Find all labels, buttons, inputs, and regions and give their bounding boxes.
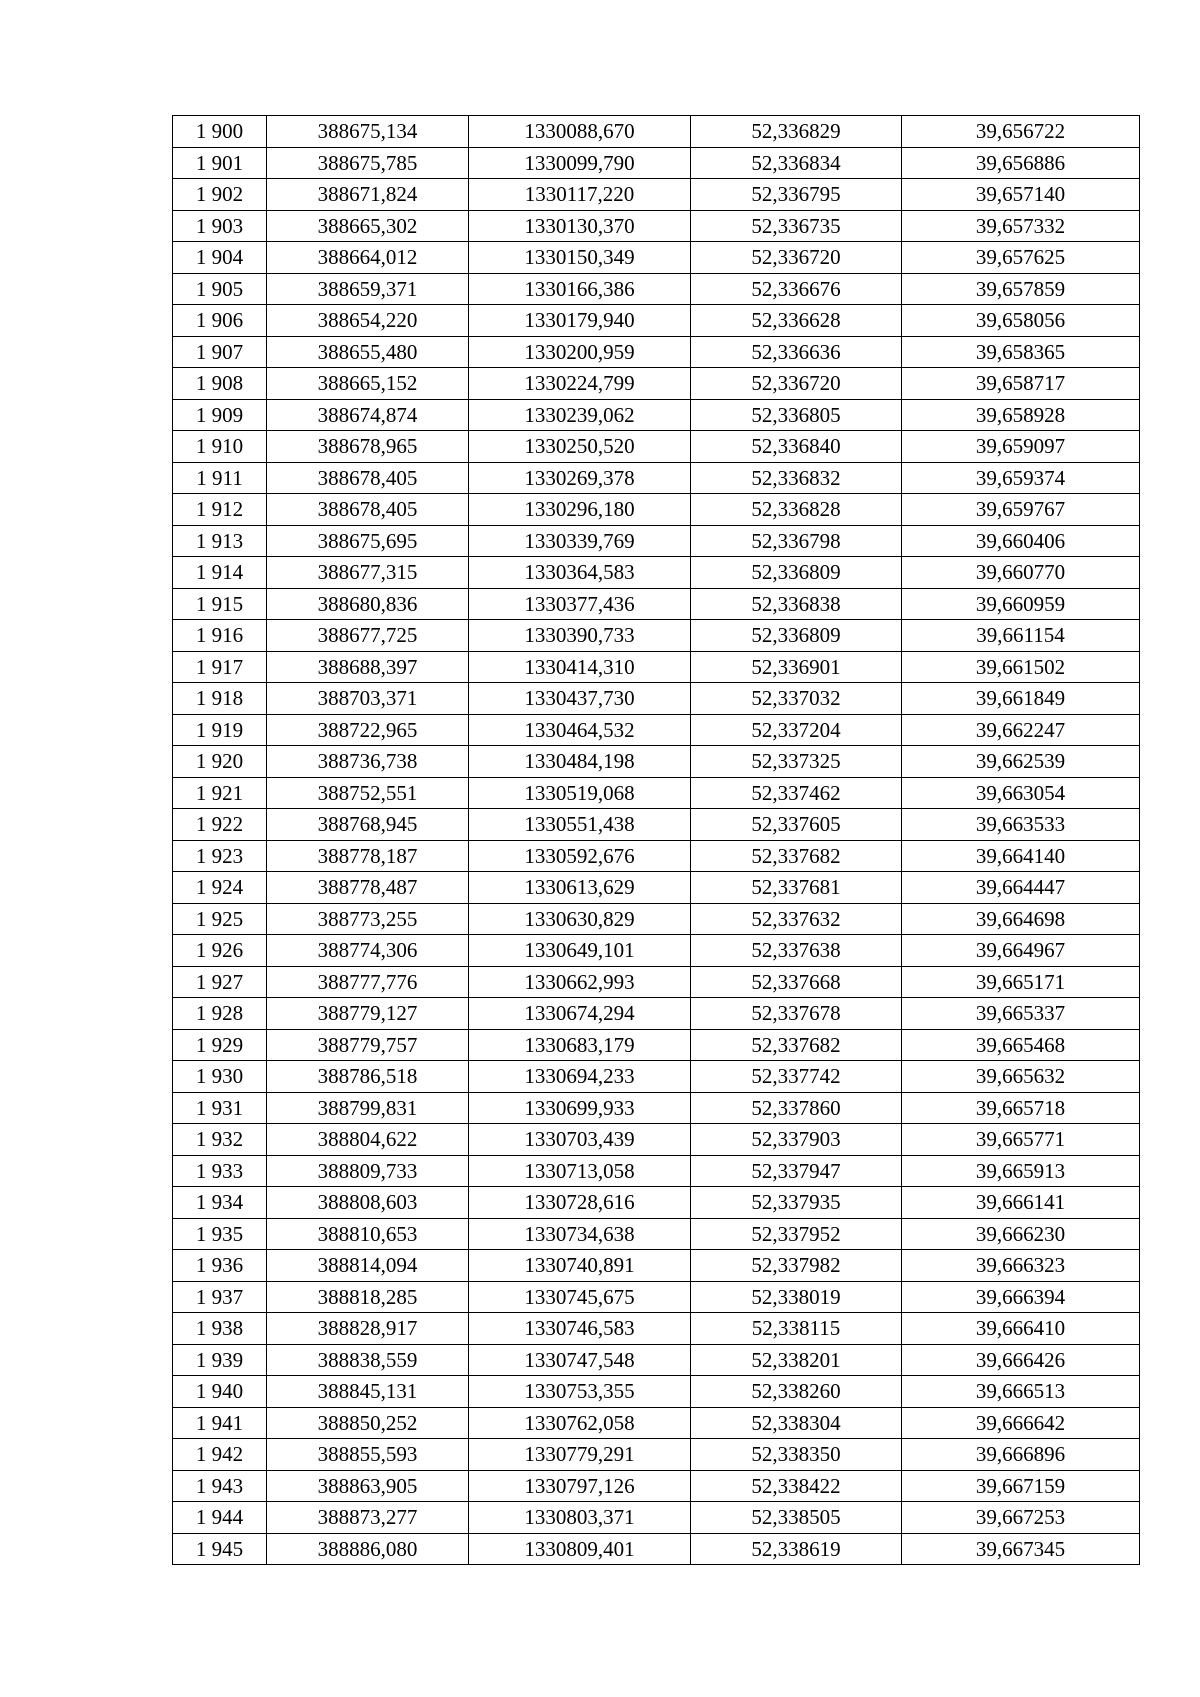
latitude-cell: 52,338350 xyxy=(691,1439,902,1471)
y-coordinate-cell: 1330484,198 xyxy=(469,746,691,778)
x-coordinate-cell: 388678,405 xyxy=(267,494,469,526)
y-coordinate-cell: 1330224,799 xyxy=(469,368,691,400)
longitude-cell: 39,658717 xyxy=(902,368,1140,400)
table-row xyxy=(173,620,1140,652)
point-number-cell: 1 913 xyxy=(173,525,267,557)
table-row xyxy=(173,935,1140,967)
table-row xyxy=(173,305,1140,337)
latitude-cell: 52,338304 xyxy=(691,1407,902,1439)
x-coordinate-cell: 388773,255 xyxy=(267,903,469,935)
longitude-cell: 39,664698 xyxy=(902,903,1140,935)
point-number-cell: 1 921 xyxy=(173,777,267,809)
x-coordinate-cell: 388688,397 xyxy=(267,651,469,683)
table-row xyxy=(173,1061,1140,1093)
latitude-cell: 52,336805 xyxy=(691,399,902,431)
latitude-cell: 52,337742 xyxy=(691,1061,902,1093)
point-number-cell: 1 928 xyxy=(173,998,267,1030)
point-number-cell: 1 927 xyxy=(173,966,267,998)
x-coordinate-cell: 388664,012 xyxy=(267,242,469,274)
x-coordinate-cell: 388677,315 xyxy=(267,557,469,589)
y-coordinate-cell: 1330296,180 xyxy=(469,494,691,526)
longitude-cell: 39,661502 xyxy=(902,651,1140,683)
x-coordinate-cell: 388655,480 xyxy=(267,336,469,368)
point-number-cell: 1 920 xyxy=(173,746,267,778)
longitude-cell: 39,665171 xyxy=(902,966,1140,998)
longitude-cell: 39,657140 xyxy=(902,179,1140,211)
x-coordinate-cell: 388845,131 xyxy=(267,1376,469,1408)
y-coordinate-cell: 1330099,790 xyxy=(469,147,691,179)
y-coordinate-cell: 1330179,940 xyxy=(469,305,691,337)
table-row xyxy=(173,431,1140,463)
longitude-cell: 39,656886 xyxy=(902,147,1140,179)
table-row xyxy=(173,147,1140,179)
x-coordinate-cell: 388768,945 xyxy=(267,809,469,841)
point-number-cell: 1 944 xyxy=(173,1502,267,1534)
longitude-cell: 39,656722 xyxy=(902,116,1140,148)
point-number-cell: 1 938 xyxy=(173,1313,267,1345)
table-row xyxy=(173,683,1140,715)
point-number-cell: 1 945 xyxy=(173,1533,267,1565)
table-row xyxy=(173,840,1140,872)
y-coordinate-cell: 1330753,355 xyxy=(469,1376,691,1408)
table-row xyxy=(173,336,1140,368)
point-number-cell: 1 924 xyxy=(173,872,267,904)
point-number-cell: 1 935 xyxy=(173,1218,267,1250)
y-coordinate-cell: 1330703,439 xyxy=(469,1124,691,1156)
table-row xyxy=(173,179,1140,211)
table-row xyxy=(173,525,1140,557)
x-coordinate-cell: 388752,551 xyxy=(267,777,469,809)
x-coordinate-cell: 388850,252 xyxy=(267,1407,469,1439)
x-coordinate-cell: 388675,695 xyxy=(267,525,469,557)
longitude-cell: 39,667159 xyxy=(902,1470,1140,1502)
point-number-cell: 1 943 xyxy=(173,1470,267,1502)
y-coordinate-cell: 1330674,294 xyxy=(469,998,691,1030)
y-coordinate-cell: 1330630,829 xyxy=(469,903,691,935)
table-row xyxy=(173,557,1140,589)
y-coordinate-cell: 1330390,733 xyxy=(469,620,691,652)
y-coordinate-cell: 1330088,670 xyxy=(469,116,691,148)
longitude-cell: 39,659374 xyxy=(902,462,1140,494)
longitude-cell: 39,659767 xyxy=(902,494,1140,526)
y-coordinate-cell: 1330166,386 xyxy=(469,273,691,305)
y-coordinate-cell: 1330779,291 xyxy=(469,1439,691,1471)
point-number-cell: 1 912 xyxy=(173,494,267,526)
latitude-cell: 52,337903 xyxy=(691,1124,902,1156)
table-row xyxy=(173,1439,1140,1471)
point-number-cell: 1 931 xyxy=(173,1092,267,1124)
y-coordinate-cell: 1330551,438 xyxy=(469,809,691,841)
point-number-cell: 1 926 xyxy=(173,935,267,967)
table-row xyxy=(173,1533,1140,1565)
y-coordinate-cell: 1330239,062 xyxy=(469,399,691,431)
longitude-cell: 39,660770 xyxy=(902,557,1140,589)
x-coordinate-cell: 388814,094 xyxy=(267,1250,469,1282)
latitude-cell: 52,338201 xyxy=(691,1344,902,1376)
longitude-cell: 39,665718 xyxy=(902,1092,1140,1124)
latitude-cell: 52,336829 xyxy=(691,116,902,148)
point-number-cell: 1 940 xyxy=(173,1376,267,1408)
latitude-cell: 52,336798 xyxy=(691,525,902,557)
table-row xyxy=(173,1187,1140,1219)
latitude-cell: 52,336720 xyxy=(691,242,902,274)
x-coordinate-cell: 388786,518 xyxy=(267,1061,469,1093)
latitude-cell: 52,337681 xyxy=(691,872,902,904)
x-coordinate-cell: 388779,127 xyxy=(267,998,469,1030)
longitude-cell: 39,659097 xyxy=(902,431,1140,463)
x-coordinate-cell: 388799,831 xyxy=(267,1092,469,1124)
y-coordinate-cell: 1330339,769 xyxy=(469,525,691,557)
x-coordinate-cell: 388665,152 xyxy=(267,368,469,400)
latitude-cell: 52,337952 xyxy=(691,1218,902,1250)
y-coordinate-cell: 1330364,583 xyxy=(469,557,691,589)
longitude-cell: 39,664447 xyxy=(902,872,1140,904)
longitude-cell: 39,661849 xyxy=(902,683,1140,715)
latitude-cell: 52,337935 xyxy=(691,1187,902,1219)
point-number-cell: 1 929 xyxy=(173,1029,267,1061)
latitude-cell: 52,336636 xyxy=(691,336,902,368)
latitude-cell: 52,336834 xyxy=(691,147,902,179)
longitude-cell: 39,662247 xyxy=(902,714,1140,746)
y-coordinate-cell: 1330377,436 xyxy=(469,588,691,620)
x-coordinate-cell: 388736,738 xyxy=(267,746,469,778)
latitude-cell: 52,338505 xyxy=(691,1502,902,1534)
point-number-cell: 1 909 xyxy=(173,399,267,431)
x-coordinate-cell: 388674,874 xyxy=(267,399,469,431)
table-row xyxy=(173,1029,1140,1061)
latitude-cell: 52,336840 xyxy=(691,431,902,463)
longitude-cell: 39,665632 xyxy=(902,1061,1140,1093)
y-coordinate-cell: 1330797,126 xyxy=(469,1470,691,1502)
x-coordinate-cell: 388808,603 xyxy=(267,1187,469,1219)
point-number-cell: 1 903 xyxy=(173,210,267,242)
latitude-cell: 52,338260 xyxy=(691,1376,902,1408)
coordinates-table-body xyxy=(173,116,1140,1565)
x-coordinate-cell: 388863,905 xyxy=(267,1470,469,1502)
latitude-cell: 52,337678 xyxy=(691,998,902,1030)
x-coordinate-cell: 388779,757 xyxy=(267,1029,469,1061)
table-row xyxy=(173,651,1140,683)
point-number-cell: 1 939 xyxy=(173,1344,267,1376)
y-coordinate-cell: 1330734,638 xyxy=(469,1218,691,1250)
x-coordinate-cell: 388778,187 xyxy=(267,840,469,872)
longitude-cell: 39,657332 xyxy=(902,210,1140,242)
point-number-cell: 1 918 xyxy=(173,683,267,715)
point-number-cell: 1 922 xyxy=(173,809,267,841)
y-coordinate-cell: 1330649,101 xyxy=(469,935,691,967)
longitude-cell: 39,661154 xyxy=(902,620,1140,652)
longitude-cell: 39,666394 xyxy=(902,1281,1140,1313)
y-coordinate-cell: 1330592,676 xyxy=(469,840,691,872)
longitude-cell: 39,666896 xyxy=(902,1439,1140,1471)
x-coordinate-cell: 388809,733 xyxy=(267,1155,469,1187)
table-row xyxy=(173,809,1140,841)
table-row xyxy=(173,777,1140,809)
table-row xyxy=(173,872,1140,904)
x-coordinate-cell: 388703,371 xyxy=(267,683,469,715)
longitude-cell: 39,664140 xyxy=(902,840,1140,872)
y-coordinate-cell: 1330745,675 xyxy=(469,1281,691,1313)
latitude-cell: 52,337668 xyxy=(691,966,902,998)
longitude-cell: 39,665337 xyxy=(902,998,1140,1030)
longitude-cell: 39,658056 xyxy=(902,305,1140,337)
table-row xyxy=(173,399,1140,431)
longitude-cell: 39,666513 xyxy=(902,1376,1140,1408)
latitude-cell: 52,336720 xyxy=(691,368,902,400)
y-coordinate-cell: 1330150,349 xyxy=(469,242,691,274)
point-number-cell: 1 902 xyxy=(173,179,267,211)
point-number-cell: 1 914 xyxy=(173,557,267,589)
latitude-cell: 52,336828 xyxy=(691,494,902,526)
point-number-cell: 1 925 xyxy=(173,903,267,935)
table-row xyxy=(173,1502,1140,1534)
latitude-cell: 52,337462 xyxy=(691,777,902,809)
y-coordinate-cell: 1330519,068 xyxy=(469,777,691,809)
latitude-cell: 52,336901 xyxy=(691,651,902,683)
x-coordinate-cell: 388659,371 xyxy=(267,273,469,305)
y-coordinate-cell: 1330464,532 xyxy=(469,714,691,746)
point-number-cell: 1 901 xyxy=(173,147,267,179)
x-coordinate-cell: 388675,134 xyxy=(267,116,469,148)
latitude-cell: 52,336809 xyxy=(691,557,902,589)
y-coordinate-cell: 1330746,583 xyxy=(469,1313,691,1345)
latitude-cell: 52,338019 xyxy=(691,1281,902,1313)
latitude-cell: 52,336838 xyxy=(691,588,902,620)
latitude-cell: 52,337325 xyxy=(691,746,902,778)
point-number-cell: 1 907 xyxy=(173,336,267,368)
y-coordinate-cell: 1330130,370 xyxy=(469,210,691,242)
longitude-cell: 39,665468 xyxy=(902,1029,1140,1061)
point-number-cell: 1 937 xyxy=(173,1281,267,1313)
latitude-cell: 52,338619 xyxy=(691,1533,902,1565)
point-number-cell: 1 906 xyxy=(173,305,267,337)
longitude-cell: 39,665771 xyxy=(902,1124,1140,1156)
latitude-cell: 52,337682 xyxy=(691,1029,902,1061)
point-number-cell: 1 917 xyxy=(173,651,267,683)
x-coordinate-cell: 388818,285 xyxy=(267,1281,469,1313)
x-coordinate-cell: 388828,917 xyxy=(267,1313,469,1345)
table-row xyxy=(173,1092,1140,1124)
table-row xyxy=(173,1281,1140,1313)
point-number-cell: 1 919 xyxy=(173,714,267,746)
longitude-cell: 39,660959 xyxy=(902,588,1140,620)
y-coordinate-cell: 1330269,378 xyxy=(469,462,691,494)
latitude-cell: 52,337638 xyxy=(691,935,902,967)
table-row xyxy=(173,746,1140,778)
latitude-cell: 52,336628 xyxy=(691,305,902,337)
latitude-cell: 52,336795 xyxy=(691,179,902,211)
table-row xyxy=(173,1376,1140,1408)
y-coordinate-cell: 1330117,220 xyxy=(469,179,691,211)
table-row xyxy=(173,494,1140,526)
point-number-cell: 1 930 xyxy=(173,1061,267,1093)
point-number-cell: 1 934 xyxy=(173,1187,267,1219)
longitude-cell: 39,666426 xyxy=(902,1344,1140,1376)
table-row xyxy=(173,998,1140,1030)
coordinates-table xyxy=(172,115,1140,1565)
latitude-cell: 52,337682 xyxy=(691,840,902,872)
latitude-cell: 52,337860 xyxy=(691,1092,902,1124)
y-coordinate-cell: 1330662,993 xyxy=(469,966,691,998)
table-row xyxy=(173,273,1140,305)
longitude-cell: 39,658928 xyxy=(902,399,1140,431)
latitude-cell: 52,337605 xyxy=(691,809,902,841)
point-number-cell: 1 908 xyxy=(173,368,267,400)
point-number-cell: 1 936 xyxy=(173,1250,267,1282)
x-coordinate-cell: 388873,277 xyxy=(267,1502,469,1534)
point-number-cell: 1 915 xyxy=(173,588,267,620)
latitude-cell: 52,336809 xyxy=(691,620,902,652)
table-row xyxy=(173,1407,1140,1439)
y-coordinate-cell: 1330613,629 xyxy=(469,872,691,904)
table-row xyxy=(173,1470,1140,1502)
y-coordinate-cell: 1330713,058 xyxy=(469,1155,691,1187)
table-row xyxy=(173,368,1140,400)
longitude-cell: 39,658365 xyxy=(902,336,1140,368)
x-coordinate-cell: 388677,725 xyxy=(267,620,469,652)
longitude-cell: 39,666230 xyxy=(902,1218,1140,1250)
point-number-cell: 1 910 xyxy=(173,431,267,463)
longitude-cell: 39,666410 xyxy=(902,1313,1140,1345)
longitude-cell: 39,664967 xyxy=(902,935,1140,967)
latitude-cell: 52,337032 xyxy=(691,683,902,715)
table-row xyxy=(173,210,1140,242)
point-number-cell: 1 911 xyxy=(173,462,267,494)
table-row xyxy=(173,242,1140,274)
longitude-cell: 39,666141 xyxy=(902,1187,1140,1219)
longitude-cell: 39,666642 xyxy=(902,1407,1140,1439)
longitude-cell: 39,662539 xyxy=(902,746,1140,778)
x-coordinate-cell: 388838,559 xyxy=(267,1344,469,1376)
point-number-cell: 1 900 xyxy=(173,116,267,148)
x-coordinate-cell: 388777,776 xyxy=(267,966,469,998)
x-coordinate-cell: 388680,836 xyxy=(267,588,469,620)
latitude-cell: 52,337947 xyxy=(691,1155,902,1187)
longitude-cell: 39,663533 xyxy=(902,809,1140,841)
point-number-cell: 1 942 xyxy=(173,1439,267,1471)
latitude-cell: 52,338422 xyxy=(691,1470,902,1502)
x-coordinate-cell: 388678,405 xyxy=(267,462,469,494)
latitude-cell: 52,336676 xyxy=(691,273,902,305)
point-number-cell: 1 904 xyxy=(173,242,267,274)
y-coordinate-cell: 1330728,616 xyxy=(469,1187,691,1219)
point-number-cell: 1 933 xyxy=(173,1155,267,1187)
point-number-cell: 1 932 xyxy=(173,1124,267,1156)
longitude-cell: 39,657859 xyxy=(902,273,1140,305)
y-coordinate-cell: 1330414,310 xyxy=(469,651,691,683)
x-coordinate-cell: 388810,653 xyxy=(267,1218,469,1250)
x-coordinate-cell: 388778,487 xyxy=(267,872,469,904)
table-row xyxy=(173,1155,1140,1187)
x-coordinate-cell: 388675,785 xyxy=(267,147,469,179)
y-coordinate-cell: 1330747,548 xyxy=(469,1344,691,1376)
point-number-cell: 1 923 xyxy=(173,840,267,872)
y-coordinate-cell: 1330762,058 xyxy=(469,1407,691,1439)
table-row xyxy=(173,1250,1140,1282)
longitude-cell: 39,666323 xyxy=(902,1250,1140,1282)
y-coordinate-cell: 1330200,959 xyxy=(469,336,691,368)
x-coordinate-cell: 388722,965 xyxy=(267,714,469,746)
y-coordinate-cell: 1330699,933 xyxy=(469,1092,691,1124)
x-coordinate-cell: 388671,824 xyxy=(267,179,469,211)
y-coordinate-cell: 1330683,179 xyxy=(469,1029,691,1061)
point-number-cell: 1 905 xyxy=(173,273,267,305)
x-coordinate-cell: 388855,593 xyxy=(267,1439,469,1471)
x-coordinate-cell: 388804,622 xyxy=(267,1124,469,1156)
latitude-cell: 52,336735 xyxy=(691,210,902,242)
table-row xyxy=(173,116,1140,148)
y-coordinate-cell: 1330809,401 xyxy=(469,1533,691,1565)
longitude-cell: 39,663054 xyxy=(902,777,1140,809)
longitude-cell: 39,657625 xyxy=(902,242,1140,274)
x-coordinate-cell: 388678,965 xyxy=(267,431,469,463)
point-number-cell: 1 941 xyxy=(173,1407,267,1439)
y-coordinate-cell: 1330803,371 xyxy=(469,1502,691,1534)
table-row xyxy=(173,1313,1140,1345)
table-row xyxy=(173,1124,1140,1156)
table-row xyxy=(173,966,1140,998)
longitude-cell: 39,665913 xyxy=(902,1155,1140,1187)
point-number-cell: 1 916 xyxy=(173,620,267,652)
x-coordinate-cell: 388774,306 xyxy=(267,935,469,967)
x-coordinate-cell: 388654,220 xyxy=(267,305,469,337)
latitude-cell: 52,336832 xyxy=(691,462,902,494)
longitude-cell: 39,660406 xyxy=(902,525,1140,557)
latitude-cell: 52,337204 xyxy=(691,714,902,746)
table-row xyxy=(173,462,1140,494)
x-coordinate-cell: 388665,302 xyxy=(267,210,469,242)
table-row xyxy=(173,714,1140,746)
latitude-cell: 52,338115 xyxy=(691,1313,902,1345)
table-row xyxy=(173,1344,1140,1376)
x-coordinate-cell: 388886,080 xyxy=(267,1533,469,1565)
latitude-cell: 52,337982 xyxy=(691,1250,902,1282)
latitude-cell: 52,337632 xyxy=(691,903,902,935)
y-coordinate-cell: 1330740,891 xyxy=(469,1250,691,1282)
y-coordinate-cell: 1330437,730 xyxy=(469,683,691,715)
table-row xyxy=(173,588,1140,620)
y-coordinate-cell: 1330250,520 xyxy=(469,431,691,463)
longitude-cell: 39,667253 xyxy=(902,1502,1140,1534)
y-coordinate-cell: 1330694,233 xyxy=(469,1061,691,1093)
longitude-cell: 39,667345 xyxy=(902,1533,1140,1565)
table-row xyxy=(173,1218,1140,1250)
table-row xyxy=(173,903,1140,935)
